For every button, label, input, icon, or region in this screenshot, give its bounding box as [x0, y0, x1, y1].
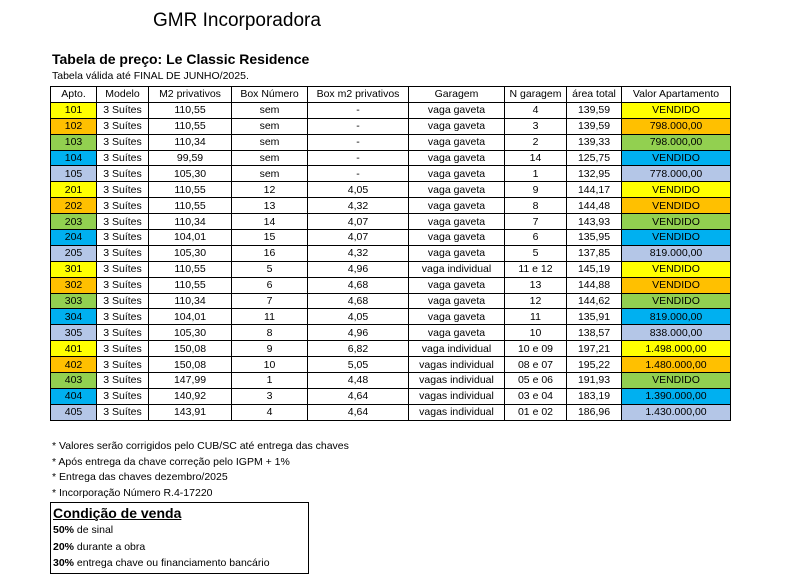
table-row — [51, 293, 731, 309]
garagem-cell: vaga gaveta — [409, 214, 505, 230]
apto-cell: 102 — [51, 118, 97, 134]
m2-privativos-cell: 110,55 — [149, 182, 232, 198]
modelo-cell: 3 Suítes — [97, 182, 149, 198]
col-header-valor: Valor Apartamento — [622, 87, 731, 103]
n-garagem-cell: 1 — [505, 166, 567, 182]
table-row — [51, 388, 731, 404]
table-row — [51, 150, 731, 166]
m2-privativos-cell: 150,08 — [149, 357, 232, 373]
condition-percent: 50% — [53, 524, 75, 536]
valor-cell: 798.000,00 — [622, 134, 731, 150]
m2-privativos-cell: 110,55 — [149, 198, 232, 214]
area-total-cell: 144,17 — [567, 182, 622, 198]
table-row — [51, 341, 731, 357]
garagem-cell: vagas individual — [409, 404, 505, 420]
col-header-modelo: Modelo — [97, 87, 149, 103]
price-table-body — [51, 102, 731, 420]
n-garagem-cell: 01 e 02 — [505, 404, 567, 420]
note-item: * Valores serão corrigidos pelo CUB/SC até entrega das chaves — [52, 440, 349, 452]
area-total-cell: 135,91 — [567, 309, 622, 325]
apto-cell: 303 — [51, 293, 97, 309]
box-numero-cell: 8 — [232, 325, 308, 341]
m2-privativos-cell: 105,30 — [149, 245, 232, 261]
m2-privativos-cell: 105,30 — [149, 325, 232, 341]
box-numero-cell: sem — [232, 134, 308, 150]
modelo-cell: 3 Suítes — [97, 388, 149, 404]
condition-text: durante a obra — [74, 540, 146, 553]
sale-condition-item — [53, 539, 308, 556]
n-garagem-cell: 7 — [505, 214, 567, 230]
table-row — [51, 182, 731, 198]
n-garagem-cell: 11 e 12 — [505, 261, 567, 277]
valor-cell: 798.000,00 — [622, 118, 731, 134]
sale-condition-item — [53, 522, 308, 539]
m2-privativos-cell: 140,92 — [149, 388, 232, 404]
condition-percent: 20% — [53, 540, 75, 553]
box-m2-cell: 5,05 — [308, 357, 409, 373]
modelo-cell: 3 Suítes — [97, 230, 149, 246]
apto-cell: 404 — [51, 388, 97, 404]
sale-condition-item — [53, 555, 308, 572]
valor-cell: VENDIDO — [622, 102, 731, 118]
table-row — [51, 134, 731, 150]
modelo-cell: 3 Suítes — [97, 118, 149, 134]
n-garagem-cell: 3 — [505, 118, 567, 134]
apto-cell: 103 — [51, 134, 97, 150]
apto-cell: 104 — [51, 150, 97, 166]
m2-privativos-cell: 105,30 — [149, 166, 232, 182]
modelo-cell: 3 Suítes — [97, 341, 149, 357]
n-garagem-cell: 13 — [505, 277, 567, 293]
company-name: GMR Incorporadora — [153, 10, 321, 31]
apto-cell: 205 — [51, 245, 97, 261]
table-row — [51, 118, 731, 134]
valor-cell: VENDIDO — [622, 214, 731, 230]
garagem-cell: vagas individual — [409, 373, 505, 389]
garagem-cell: vaga gaveta — [409, 118, 505, 134]
price-table — [50, 86, 731, 421]
apto-cell: 203 — [51, 214, 97, 230]
box-numero-cell: 6 — [232, 277, 308, 293]
valor-cell: 819.000,00 — [622, 245, 731, 261]
box-numero-cell: 12 — [232, 182, 308, 198]
box-numero-cell: sem — [232, 118, 308, 134]
apto-cell: 301 — [51, 261, 97, 277]
col-header-garagem: Garagem — [409, 87, 505, 103]
box-m2-cell: - — [308, 150, 409, 166]
n-garagem-cell: 05 e 06 — [505, 373, 567, 389]
garagem-cell: vaga gaveta — [409, 309, 505, 325]
n-garagem-cell: 2 — [505, 134, 567, 150]
n-garagem-cell: 14 — [505, 150, 567, 166]
area-total-cell: 144,62 — [567, 293, 622, 309]
n-garagem-cell: 4 — [505, 102, 567, 118]
table-row — [51, 261, 731, 277]
m2-privativos-cell: 110,55 — [149, 277, 232, 293]
m2-privativos-cell: 110,34 — [149, 293, 232, 309]
notes — [52, 439, 349, 501]
condition-percent: 30% — [53, 557, 75, 569]
box-m2-cell: 4,64 — [308, 388, 409, 404]
valor-cell: VENDIDO — [622, 261, 731, 277]
n-garagem-cell: 10 e 09 — [505, 341, 567, 357]
m2-privativos-cell: 104,01 — [149, 309, 232, 325]
valor-cell: VENDIDO — [622, 277, 731, 293]
validity-note: Tabela válida até FINAL DE JUNHO/2025. — [52, 70, 249, 82]
garagem-cell: vaga individual — [409, 341, 505, 357]
modelo-cell: 3 Suítes — [97, 309, 149, 325]
col-header-apto: Apto. — [51, 87, 97, 103]
box-m2-cell: 4,32 — [308, 245, 409, 261]
modelo-cell: 3 Suítes — [97, 277, 149, 293]
table-row — [51, 230, 731, 246]
area-total-cell: 139,33 — [567, 134, 622, 150]
table-header-row — [51, 87, 731, 103]
valor-cell: 1.480.000,00 — [622, 357, 731, 373]
table-row — [51, 245, 731, 261]
box-numero-cell: 5 — [232, 261, 308, 277]
modelo-cell: 3 Suítes — [97, 150, 149, 166]
n-garagem-cell: 6 — [505, 230, 567, 246]
area-total-cell: 143,93 — [567, 214, 622, 230]
garagem-cell: vaga individual — [409, 261, 505, 277]
table-row — [51, 198, 731, 214]
condition-text: entrega chave ou financiamento bancário — [74, 557, 270, 569]
box-m2-cell: 4,48 — [308, 373, 409, 389]
box-numero-cell: 16 — [232, 245, 308, 261]
garagem-cell: vaga gaveta — [409, 198, 505, 214]
box-numero-cell: 13 — [232, 198, 308, 214]
m2-privativos-cell: 99,59 — [149, 150, 232, 166]
apto-cell: 402 — [51, 357, 97, 373]
box-numero-cell: sem — [232, 150, 308, 166]
box-m2-cell: 4,07 — [308, 214, 409, 230]
modelo-cell: 3 Suítes — [97, 261, 149, 277]
table-row — [51, 277, 731, 293]
n-garagem-cell: 8 — [505, 198, 567, 214]
apto-cell: 202 — [51, 198, 97, 214]
m2-privativos-cell: 110,55 — [149, 261, 232, 277]
modelo-cell: 3 Suítes — [97, 134, 149, 150]
price-table-title: Tabela de preço: Le Classic Residence — [52, 51, 310, 67]
box-numero-cell: 11 — [232, 309, 308, 325]
box-m2-cell: - — [308, 118, 409, 134]
n-garagem-cell: 12 — [505, 293, 567, 309]
modelo-cell: 3 Suítes — [97, 245, 149, 261]
m2-privativos-cell: 110,55 — [149, 102, 232, 118]
apto-cell: 105 — [51, 166, 97, 182]
garagem-cell: vaga gaveta — [409, 166, 505, 182]
n-garagem-cell: 08 e 07 — [505, 357, 567, 373]
modelo-cell: 3 Suítes — [97, 357, 149, 373]
box-m2-cell: 4,05 — [308, 182, 409, 198]
col-header-area-total: área total — [567, 87, 622, 103]
m2-privativos-cell: 110,34 — [149, 134, 232, 150]
note-item: * Entrega das chaves dezembro/2025 — [52, 471, 228, 484]
apto-cell: 403 — [51, 373, 97, 389]
garagem-cell: vaga gaveta — [409, 230, 505, 246]
valor-cell: VENDIDO — [622, 198, 731, 214]
modelo-cell: 3 Suítes — [97, 293, 149, 309]
n-garagem-cell: 11 — [505, 309, 567, 325]
garagem-cell: vaga gaveta — [409, 325, 505, 341]
box-m2-cell: 4,05 — [308, 309, 409, 325]
box-numero-cell: 10 — [232, 357, 308, 373]
valor-cell: VENDIDO — [622, 373, 731, 389]
table-row — [51, 404, 731, 420]
valor-cell: VENDIDO — [622, 230, 731, 246]
condition-text: de sinal — [74, 524, 114, 536]
box-numero-cell: 9 — [232, 341, 308, 357]
table-row — [51, 325, 731, 341]
box-numero-cell: 14 — [232, 214, 308, 230]
box-m2-cell: 6,82 — [308, 341, 409, 357]
box-m2-cell: 4,32 — [308, 198, 409, 214]
garagem-cell: vaga gaveta — [409, 150, 505, 166]
table-row — [51, 309, 731, 325]
modelo-cell: 3 Suítes — [97, 198, 149, 214]
garagem-cell: vaga gaveta — [409, 293, 505, 309]
m2-privativos-cell: 104,01 — [149, 230, 232, 246]
area-total-cell: 139,59 — [567, 118, 622, 134]
m2-privativos-cell: 147,99 — [149, 373, 232, 389]
valor-cell: 1.430.000,00 — [622, 404, 731, 420]
area-total-cell: 191,93 — [567, 373, 622, 389]
box-m2-cell: 4,96 — [308, 261, 409, 277]
n-garagem-cell: 03 e 04 — [505, 388, 567, 404]
box-numero-cell: 7 — [232, 293, 308, 309]
table-row — [51, 102, 731, 118]
modelo-cell: 3 Suítes — [97, 214, 149, 230]
apto-cell: 305 — [51, 325, 97, 341]
n-garagem-cell: 9 — [505, 182, 567, 198]
apto-cell: 401 — [51, 341, 97, 357]
modelo-cell: 3 Suítes — [97, 166, 149, 182]
note-item: * Após entrega da chave correção pelo IGPM + 1% — [52, 455, 290, 468]
apto-cell: 101 — [51, 102, 97, 118]
area-total-cell: 139,59 — [567, 102, 622, 118]
col-header-m2: M2 privativos — [149, 87, 232, 103]
valor-cell: VENDIDO — [622, 182, 731, 198]
m2-privativos-cell: 143,91 — [149, 404, 232, 420]
garagem-cell: vagas individual — [409, 388, 505, 404]
table-row — [51, 357, 731, 373]
apto-cell: 201 — [51, 182, 97, 198]
table-row — [51, 214, 731, 230]
area-total-cell: 138,57 — [567, 325, 622, 341]
sale-conditions-box — [50, 502, 309, 574]
box-numero-cell: 1 — [232, 373, 308, 389]
box-m2-cell: - — [308, 166, 409, 182]
area-total-cell: 144,48 — [567, 198, 622, 214]
valor-cell: 819.000,00 — [622, 309, 731, 325]
area-total-cell: 132,95 — [567, 166, 622, 182]
col-header-box-numero: Box Número — [232, 87, 308, 103]
modelo-cell: 3 Suítes — [97, 102, 149, 118]
modelo-cell: 3 Suítes — [97, 325, 149, 341]
area-total-cell: 125,75 — [567, 150, 622, 166]
area-total-cell: 183,19 — [567, 388, 622, 404]
note-item: * Incorporação Número R.4-17220 — [52, 486, 213, 499]
box-m2-cell: 4,68 — [308, 277, 409, 293]
garagem-cell: vagas individual — [409, 357, 505, 373]
apto-cell: 204 — [51, 230, 97, 246]
box-numero-cell: 4 — [232, 404, 308, 420]
valor-cell: 778.000,00 — [622, 166, 731, 182]
area-total-cell: 144,88 — [567, 277, 622, 293]
col-header-box-m2: Box m2 privativos — [308, 87, 409, 103]
box-m2-cell: 4,96 — [308, 325, 409, 341]
table-row — [51, 166, 731, 182]
apto-cell: 302 — [51, 277, 97, 293]
area-total-cell: 145,19 — [567, 261, 622, 277]
valor-cell: VENDIDO — [622, 150, 731, 166]
box-numero-cell: sem — [232, 102, 308, 118]
area-total-cell: 186,96 — [567, 404, 622, 420]
valor-cell: 1.498.000,00 — [622, 341, 731, 357]
m2-privativos-cell: 110,34 — [149, 214, 232, 230]
area-total-cell: 197,21 — [567, 341, 622, 357]
box-m2-cell: 4,07 — [308, 230, 409, 246]
m2-privativos-cell: 110,55 — [149, 118, 232, 134]
box-numero-cell: sem — [232, 166, 308, 182]
box-m2-cell: 4,64 — [308, 404, 409, 420]
n-garagem-cell: 10 — [505, 325, 567, 341]
garagem-cell: vaga gaveta — [409, 277, 505, 293]
box-numero-cell: 3 — [232, 388, 308, 404]
sale-conditions-title: Condição de venda — [53, 505, 182, 521]
garagem-cell: vaga gaveta — [409, 182, 505, 198]
apto-cell: 405 — [51, 404, 97, 420]
area-total-cell: 135,95 — [567, 230, 622, 246]
box-m2-cell: - — [308, 102, 409, 118]
modelo-cell: 3 Suítes — [97, 404, 149, 420]
garagem-cell: vaga gaveta — [409, 245, 505, 261]
area-total-cell: 195,22 — [567, 357, 622, 373]
n-garagem-cell: 5 — [505, 245, 567, 261]
m2-privativos-cell: 150,08 — [149, 341, 232, 357]
modelo-cell: 3 Suítes — [97, 373, 149, 389]
valor-cell: 838.000,00 — [622, 325, 731, 341]
apto-cell: 304 — [51, 309, 97, 325]
box-numero-cell: 15 — [232, 230, 308, 246]
box-m2-cell: - — [308, 134, 409, 150]
valor-cell: 1.390.000,00 — [622, 388, 731, 404]
garagem-cell: vaga gaveta — [409, 102, 505, 118]
col-header-n-garagem: N garagem — [505, 87, 567, 103]
area-total-cell: 137,85 — [567, 245, 622, 261]
valor-cell: VENDIDO — [622, 293, 731, 309]
garagem-cell: vaga gaveta — [409, 134, 505, 150]
table-row — [51, 373, 731, 389]
box-m2-cell: 4,68 — [308, 293, 409, 309]
